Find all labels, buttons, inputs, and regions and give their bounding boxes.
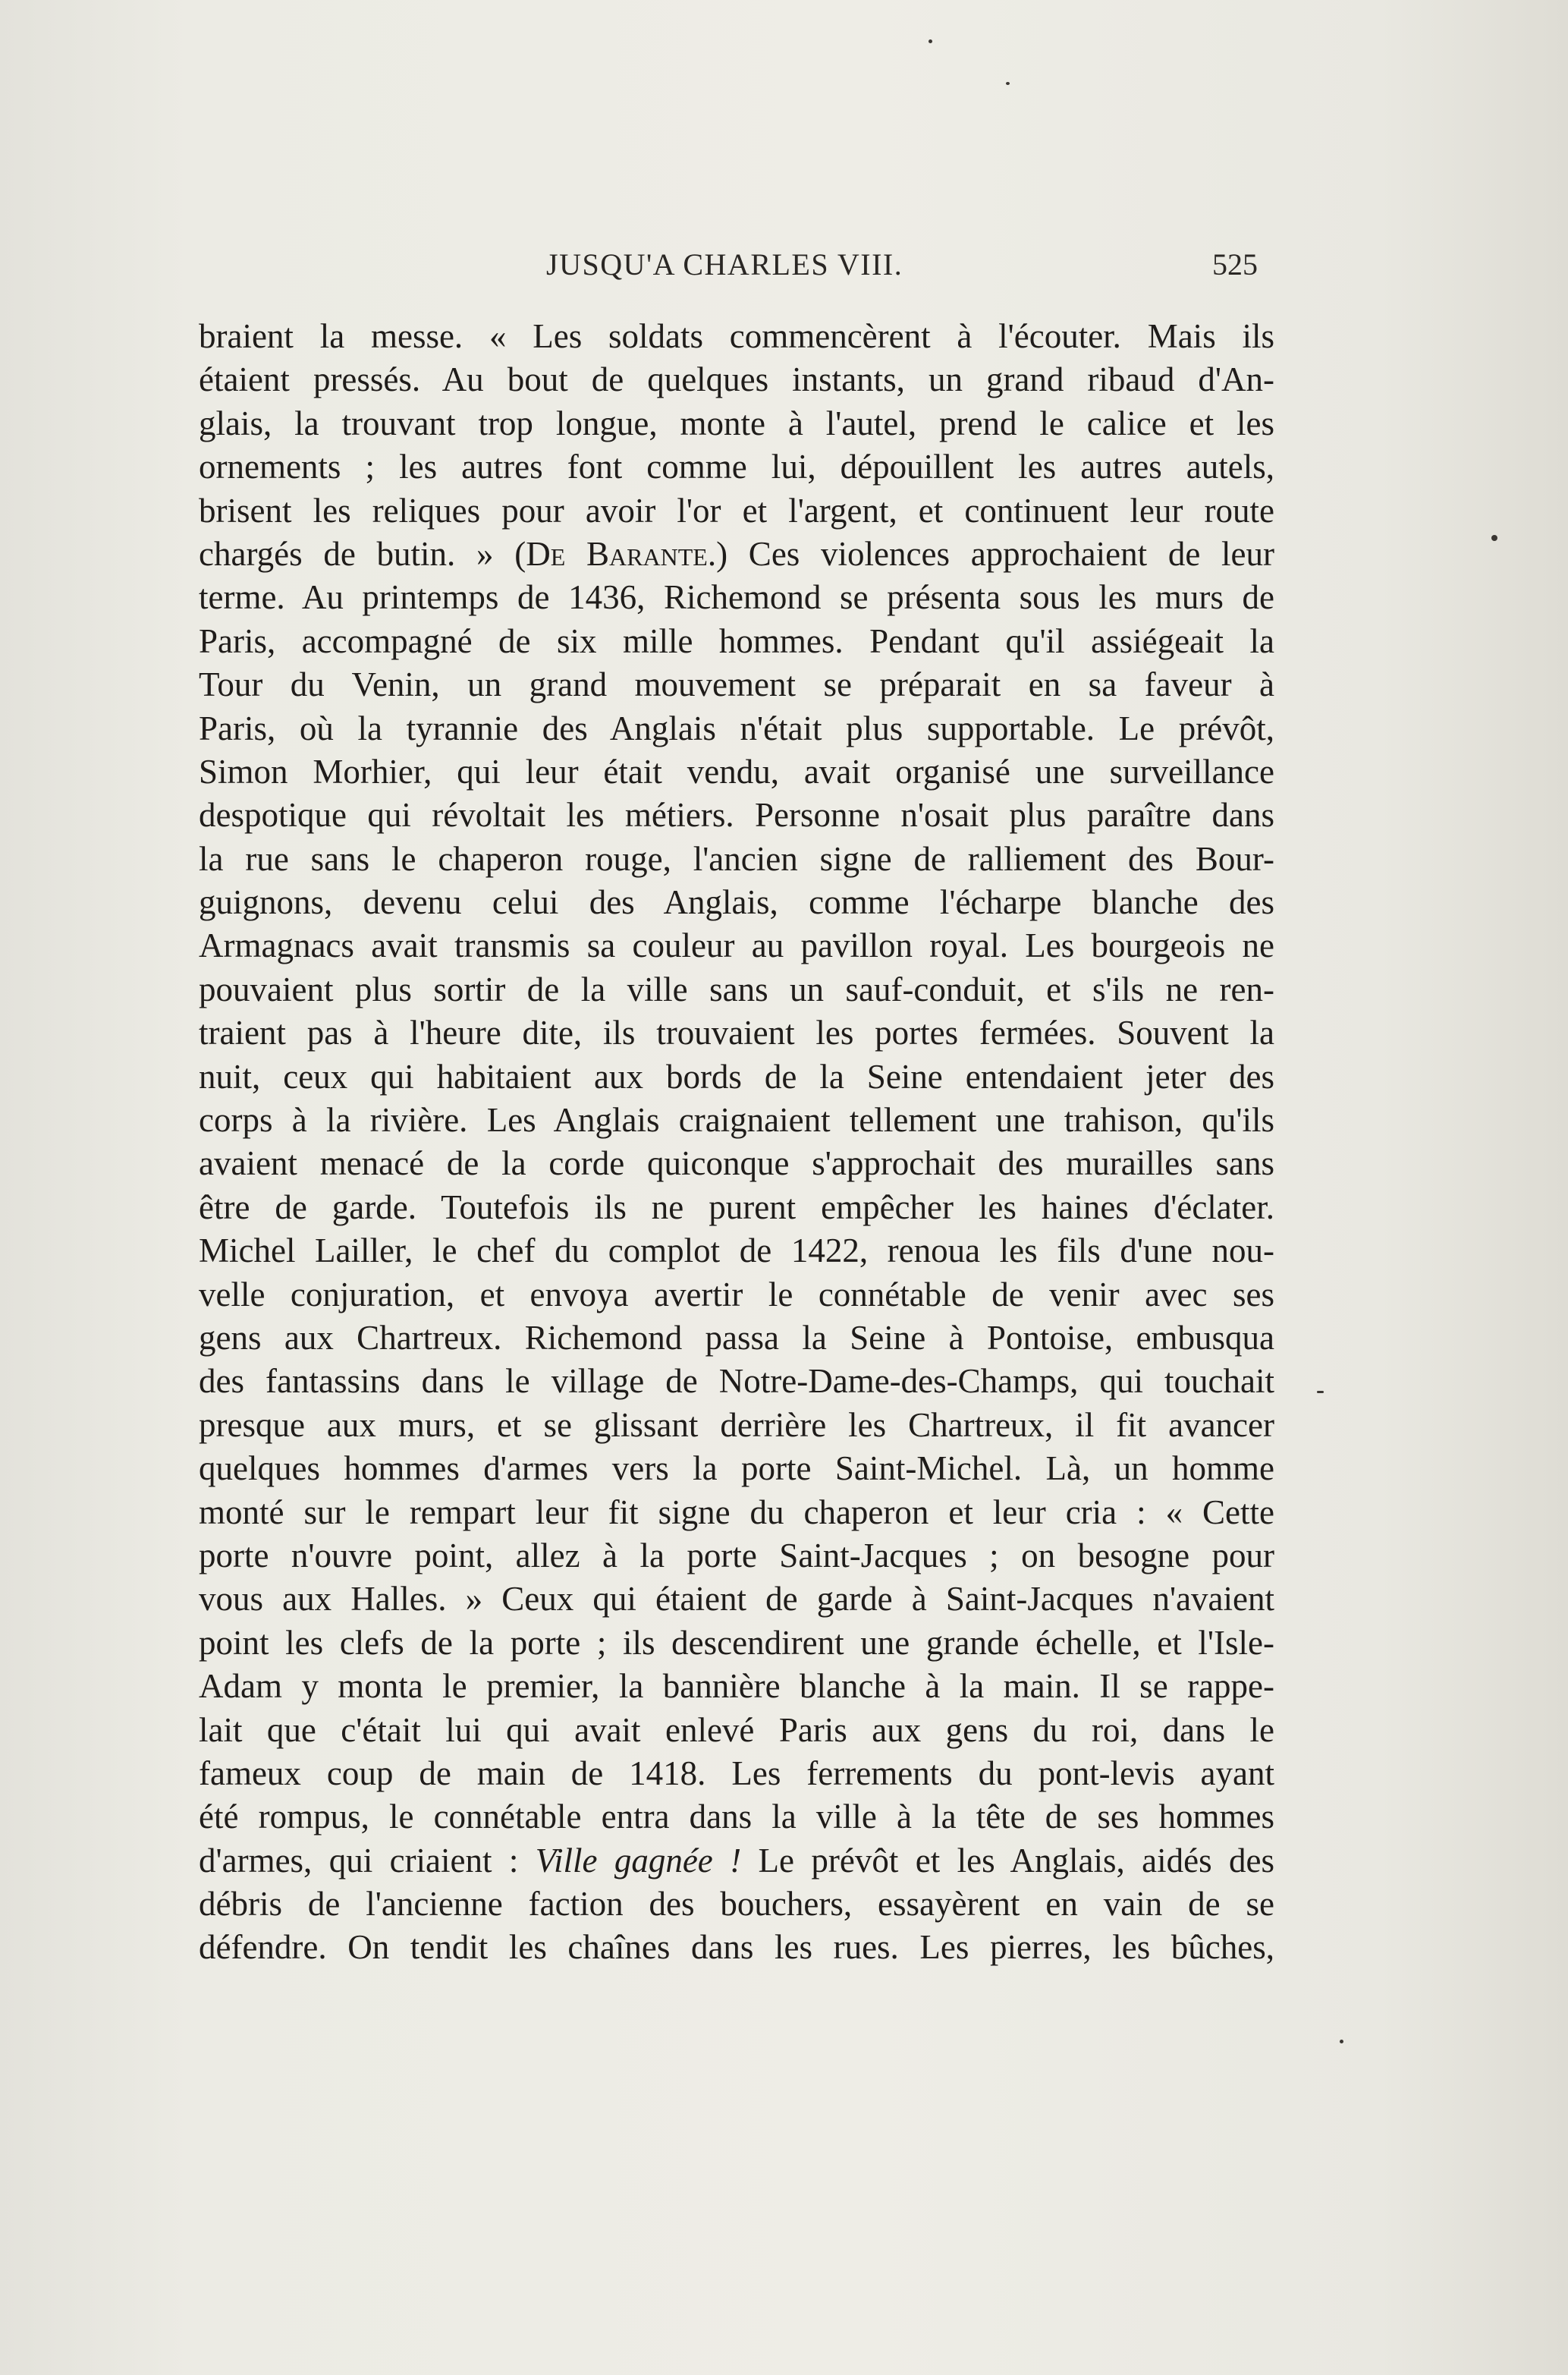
text-line: Tour du Venin, un grand mouvement se préparait en sa faveur à: [199, 665, 1274, 704]
text-line: Simon Morhier, qui leur était vendu, avait organisé une surveillance: [199, 752, 1274, 791]
text-line: Adam y monta le premier, la bannière blanche à la main. Il se rappe-: [199, 1667, 1274, 1706]
text-line: pouvaient plus sortir de la ville sans un sauf-conduit, et s'ils ne ren-: [199, 970, 1274, 1008]
text-line: traient pas à l'heure dite, ils trouvaient les portes fermées. Souvent la: [199, 1014, 1274, 1052]
text-line: gens aux Chartreux. Richemond passa la Seine à Pontoise, embusqua: [199, 1318, 1274, 1357]
text-line: vous aux Halles. » Ceux qui étaient de garde à Saint-Jacques n'avaient: [199, 1580, 1274, 1618]
text-line: avaient menacé de la corde quiconque s'approchait des murailles sans: [199, 1144, 1274, 1183]
text-line: quelques hommes d'armes vers la porte Saint-Michel. Là, un homme: [199, 1449, 1274, 1488]
text-line: guignons, devenu celui des Anglais, comme l'écharpe blanche des: [199, 883, 1274, 922]
text-fragment: d'armes, qui criaient :: [199, 1841, 536, 1880]
text-line: débris de l'ancienne faction des bouchers, essayèrent en vain de se: [199, 1885, 1274, 1924]
running-head: [0, 247, 1568, 292]
text-line-exclamation: [199, 1839, 1274, 1883]
paper-speck: [1317, 1391, 1324, 1393]
text-line: point les clefs de la porte ; ils descendirent une grande échelle, et l'Isle-: [199, 1623, 1274, 1662]
text-line: ornements ; les autres font comme lui, dépouillent les autres autels,: [199, 448, 1274, 486]
text-line: nuit, ceux qui habitaient aux bords de la Seine entendaient jeter des: [199, 1057, 1274, 1096]
citation-author: De Barante: [526, 534, 708, 573]
text-line: brisent les reliques pour avoir l'or et l'argent, et continuent leur route: [199, 491, 1274, 530]
running-title: JUSQU'A CHARLES VIII.: [546, 247, 903, 282]
text-line: la rue sans le chaperon rouge, l'ancien signe de ralliement des Bour-: [199, 839, 1274, 878]
text-line: corps à la rivière. Les Anglais craignaient tellement une trahison, qu'ils: [199, 1101, 1274, 1140]
body-text: [199, 315, 1274, 1970]
text-line: défendre. On tendit les chaînes dans les rues. Les pierres, les bûches,: [199, 1928, 1274, 1967]
paper-speck: [929, 39, 932, 43]
text-line: presque aux murs, et se glissant derrière les Chartreux, il fit avancer: [199, 1405, 1274, 1444]
paper-speck: [1491, 535, 1497, 541]
text-line: Paris, où la tyrannie des Anglais n'était plus supportable. Le prévôt,: [199, 709, 1274, 747]
text-fragment: Le prévôt et les Anglais, aidés des: [741, 1841, 1274, 1880]
text-line: despotique qui révoltait les métiers. Personne n'osait plus paraître dans: [199, 796, 1274, 835]
text-line: Armagnacs avait transmis sa couleur au pavillon royal. Les bourgeois ne: [199, 926, 1274, 965]
text-line: porte n'ouvre point, allez à la porte Saint-Jacques ; on besogne pour: [199, 1536, 1274, 1574]
text-line: Paris, accompagné de six mille hommes. Pendant qu'il assiégeait la: [199, 621, 1274, 660]
text-line: velle conjuration, et envoya avertir le connétable de venir avec ses: [199, 1275, 1274, 1313]
text-line-citation: [199, 533, 1274, 576]
text-line: étaient pressés. Au bout de quelques instants, un grand ribaud d'An-: [199, 360, 1274, 399]
text-line: glais, la trouvant trop longue, monte à l'autel, prend le calice et les: [199, 404, 1274, 442]
paper-speck: [1006, 82, 1010, 85]
text-line: être de garde. Toutefois ils ne purent empêcher les haines d'éclater.: [199, 1188, 1274, 1226]
text-line: des fantassins dans le village de Notre-Dame-des-Champs, qui touchait: [199, 1362, 1274, 1401]
text-line: terme. Au printemps de 1436, Richemond se présenta sous les murs de: [199, 578, 1274, 617]
paper-speck: [1340, 2040, 1343, 2043]
text-line: fameux coup de main de 1418. Les ferrements du pont-levis ayant: [199, 1754, 1274, 1792]
text-line: monté sur le rempart leur fit signe du chaperon et leur cria : « Cette: [199, 1493, 1274, 1531]
text-line: Michel Lailler, le chef du complot de 1422, renoua les fils d'une nou-: [199, 1232, 1274, 1270]
text-line: braient la messe. « Les soldats commencèrent à l'écouter. Mais ils: [199, 317, 1274, 355]
text-fragment: chargés de butin. » (: [199, 534, 526, 573]
text-line: été rompus, le connétable entra dans la ville à la tête de ses hommes: [199, 1798, 1274, 1836]
text-fragment: .) Ces violences approchaient de leur: [707, 534, 1274, 573]
text-line: lait que c'était lui qui avait enlevé Paris aux gens du roi, dans le: [199, 1710, 1274, 1749]
page-number: 525: [1212, 247, 1258, 282]
italic-exclamation: Ville gagnée !: [535, 1841, 742, 1880]
